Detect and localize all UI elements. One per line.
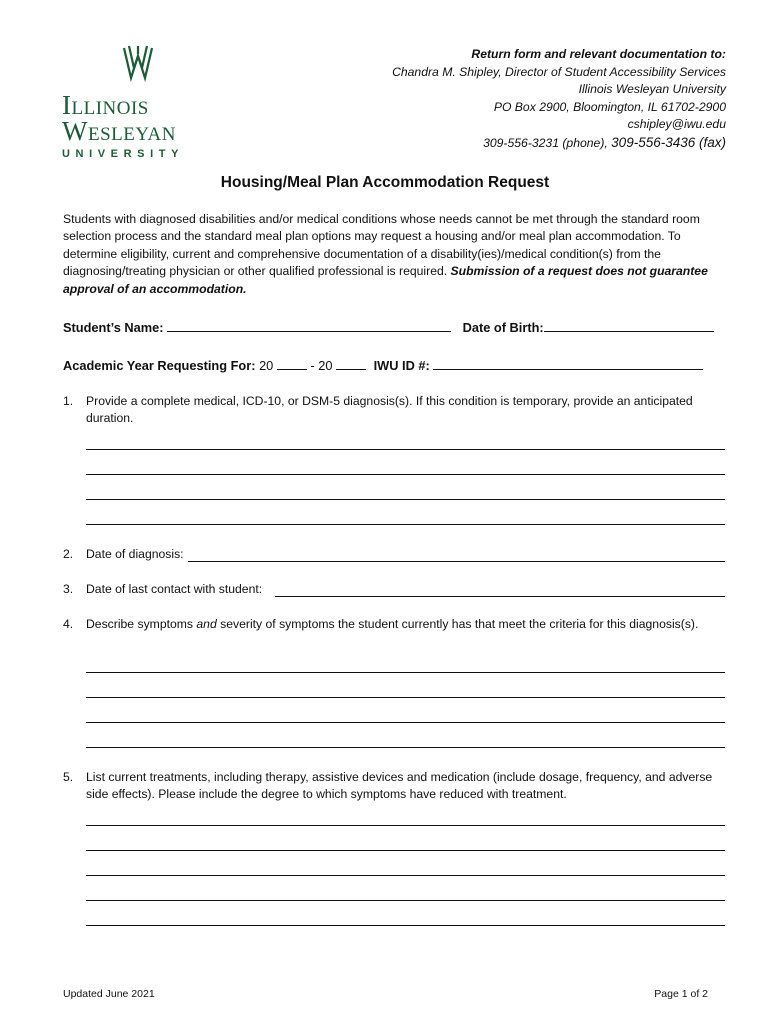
answer-line[interactable] [86,449,725,450]
dob-label: Date of Birth: [462,320,544,335]
question-number: 1. [63,394,74,408]
answer-line[interactable] [86,697,725,698]
answer-line[interactable] [86,747,725,748]
year-end-field[interactable] [336,356,366,370]
answer-line[interactable] [86,524,725,525]
logo-line-university: UNIVERSITY [62,148,185,160]
footer-page-number: Page 1 of 2 [654,988,708,1000]
year-prefix-1: 20 [259,358,274,373]
answer-line[interactable] [86,672,725,673]
student-name-field[interactable] [167,318,451,332]
iwu-id-label: IWU ID #: [373,358,430,373]
return-address: PO Box 2900, Bloomington, IL 61702-2900 [493,99,726,114]
intro-emphasis: Submission of a request does not guarantee approval of an accommodation. [63,264,708,296]
logo-line-wesleyan: Wesleyan [62,116,176,146]
student-info-row [63,318,714,335]
return-email[interactable]: cshipley@iwu.edu [627,117,726,131]
answer-line[interactable] [86,499,725,500]
student-name-label: Student’s Name: [63,320,164,335]
academic-year-row [63,356,703,373]
question-text: Date of diagnosis: [86,547,184,561]
return-heading: Return form and relevant documentation to: [471,47,726,61]
return-phone: 309-556-3231 (phone), [483,135,608,150]
return-fax: 309-556-3436 (fax) [611,134,726,150]
logo-line-illinois: Illinois [62,90,149,120]
question-text [86,616,726,633]
question-text-emphasis: and [196,617,217,631]
answer-line[interactable] [86,474,725,475]
year-dash: - [310,358,315,373]
university-logo [62,44,214,160]
answer-line[interactable] [86,722,725,723]
year-prefix-2: 20 [318,358,333,373]
answer-line[interactable] [86,900,725,901]
return-institution: Illinois Wesleyan University [578,82,726,96]
question-text-part: Describe symptoms [86,617,194,631]
answer-line[interactable] [86,850,725,851]
question-number: 2. [63,547,74,561]
question-text: List current treatments, including therapy, assistive devices and medication (include dosage, frequency, and adverse side effects). Please include the degree to which symptoms have reduced with treatment. [86,770,713,802]
return-address-block [392,46,726,152]
question-text-part: severity of symptoms the student currently has that meet the criteria for this diagnosis(s). [220,617,699,631]
return-contact-numbers [392,134,726,153]
last-contact-date-field[interactable] [275,596,725,597]
iwu-id-field[interactable] [433,356,703,370]
footer-updated: Updated June 2021 [63,988,155,1000]
dob-field[interactable] [544,318,714,332]
intro-text: Students with diagnosed disabilities and/or medical conditions whose needs cannot be met through the standard room selection process and the standard meal plan options may request a housing and/or meal plan accommodation. To determine eligibility, current and comprehensive documentation of a disability(ies)/medical condition(s) from the diagnosing/treating physician or other qualified professional is required. [63,212,700,279]
question-number: 5. [63,770,74,784]
academic-year-label: Academic Year Requesting For: [63,358,256,373]
return-name: Chandra M. Shipley, Director of Student Accessibility Services [392,64,726,79]
answer-line[interactable] [86,925,725,926]
answer-line[interactable] [86,825,725,826]
wesleyan-crest-icon [122,44,154,82]
question-text: Provide a complete medical, ICD-10, or DSM-5 diagnosis(s). If this condition is temporary, provide an anticipated duration. [86,394,693,426]
year-start-field[interactable] [277,356,307,370]
question-number: 3. [63,582,74,596]
intro-paragraph [63,211,713,298]
question-number: 4. [63,617,74,631]
question-text: Date of last contact with student: [86,582,263,596]
diagnosis-date-field[interactable] [188,561,725,562]
page-title: Housing/Meal Plan Accommodation Request [220,174,550,191]
answer-line[interactable] [86,875,725,876]
